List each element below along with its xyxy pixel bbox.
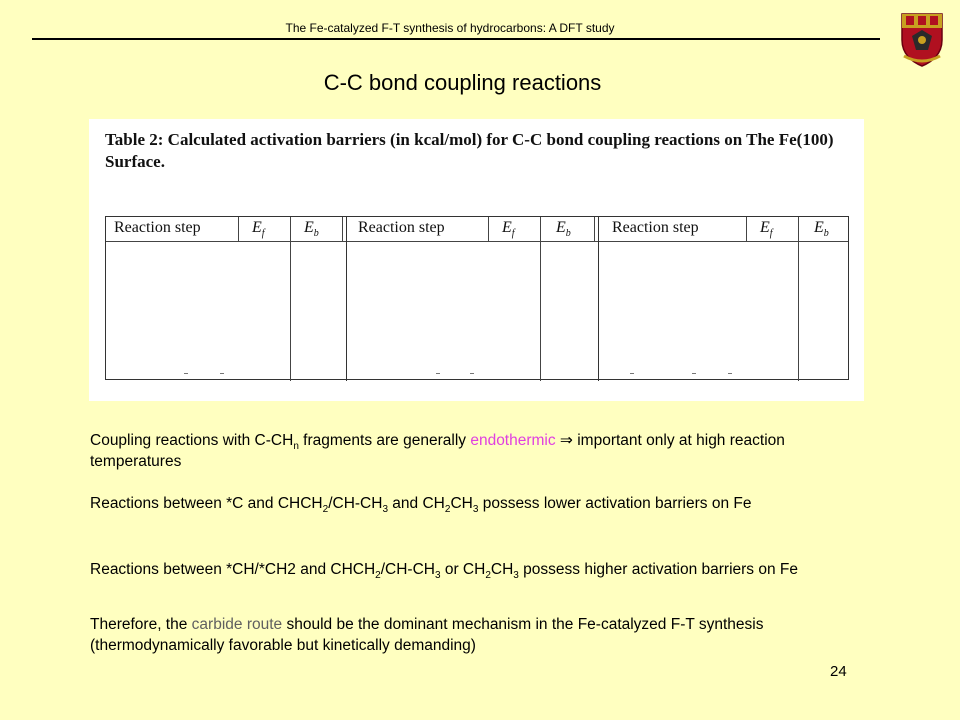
bullet-conclusion	[90, 614, 880, 656]
university-crest-icon	[898, 10, 946, 68]
b3-sub: 2	[485, 570, 491, 582]
b3-text: Reactions between *CH/*CH2 and CHCH	[90, 561, 376, 578]
header-eb-3-main: E	[814, 219, 824, 236]
b2-text: /CH-CH	[328, 495, 383, 512]
b3-text: /CH-CH	[380, 561, 435, 578]
table-mark	[630, 373, 634, 374]
b1-text: Coupling reactions with C-CH	[90, 432, 294, 449]
table-figure	[89, 119, 864, 401]
table-divider	[342, 217, 343, 241]
table-divider	[594, 217, 595, 241]
table-group-divider	[598, 217, 599, 381]
header-eb-2-main: E	[556, 219, 566, 236]
b1-text: fragments are generally	[298, 432, 471, 449]
header-eb-1-sub: b	[313, 228, 319, 240]
header-eb-3	[814, 219, 829, 239]
table-caption-text: Table 2: Calculated activation barriers (in kcal/mol) for C-C bond coupling reactions on The Fe(100) Surface.	[105, 130, 834, 171]
table-mark	[692, 373, 696, 374]
implies-arrow: ⇒	[555, 432, 578, 449]
b4-text: Therefore, the	[90, 616, 192, 633]
header-reaction-step-3: Reaction step	[612, 219, 699, 236]
b3-text: possess higher activation barriers on Fe	[518, 561, 798, 578]
header-reaction-step-2: Reaction step	[358, 219, 445, 236]
table-divider	[238, 217, 239, 241]
table-mark	[470, 373, 474, 374]
b2-sub: 2	[444, 504, 451, 516]
header-title: The Fe-catalyzed F-T synthesis of hydrocarbons: A DFT study	[285, 21, 615, 35]
table-header-row	[106, 217, 848, 242]
header-ef-2	[502, 219, 515, 239]
table-mark	[436, 373, 440, 374]
header-ef-1-sub: f	[261, 228, 265, 240]
page-number: 24	[830, 663, 847, 680]
bullet-endothermic	[90, 430, 880, 472]
header-eb-3-sub: b	[823, 228, 829, 240]
table-divider	[798, 217, 799, 381]
header-ef-2-main: E	[502, 219, 512, 236]
b2-text: CH	[450, 495, 473, 512]
header-ef-2-sub: f	[511, 228, 515, 240]
slide-title: C-C bond coupling reactions	[323, 70, 602, 95]
header-ef-1	[252, 219, 265, 239]
b2-text: and CH	[388, 495, 445, 512]
table-mark	[728, 373, 732, 374]
table-divider	[746, 217, 747, 241]
b3-sub: 3	[513, 570, 519, 582]
b4-text: should be the dominant mechanism in the Fe-catalyzed F-T synthesis (thermodynamically favorable but kinetically demanding)	[90, 616, 764, 654]
header-eb-2-sub: b	[565, 228, 571, 240]
header-ef-3	[760, 219, 773, 239]
header-ef-1-main: E	[252, 219, 262, 236]
header-ef-3-main: E	[760, 219, 770, 236]
header-eb-2	[556, 219, 571, 239]
header-eb-1-main: E	[304, 219, 314, 236]
bullet-higher-barriers	[90, 559, 880, 580]
header-ef-3-sub: f	[769, 228, 773, 240]
reaction-table	[105, 216, 849, 380]
b2-sub: 3	[472, 504, 479, 516]
b1-sub: n	[293, 441, 299, 453]
b3-text: or CH	[440, 561, 486, 578]
b2-text: Reactions between *C and CHCH	[90, 495, 323, 512]
table-caption	[105, 129, 845, 173]
table-divider	[290, 217, 291, 381]
b3-sub: 2	[375, 570, 381, 582]
endothermic-highlight: endothermic	[470, 432, 556, 449]
carbide-route-highlight: carbide route	[191, 616, 283, 633]
b3-sub: 3	[434, 570, 441, 582]
b1-text: important only at high reaction temperatures	[90, 432, 785, 470]
b2-sub: 2	[322, 504, 329, 516]
b2-sub: 3	[382, 504, 388, 516]
table-group-divider	[346, 217, 347, 381]
table-mark	[184, 373, 188, 374]
header-eb-1	[304, 219, 319, 239]
table-mark	[220, 373, 224, 374]
bullet-lower-barriers	[90, 493, 880, 514]
header-rule	[32, 38, 880, 40]
table-divider	[488, 217, 489, 241]
header-reaction-step-1: Reaction step	[114, 219, 201, 236]
b2-text: possess lower activation barriers on Fe	[478, 495, 752, 512]
b3-text: CH	[490, 561, 514, 578]
table-divider	[540, 217, 541, 381]
